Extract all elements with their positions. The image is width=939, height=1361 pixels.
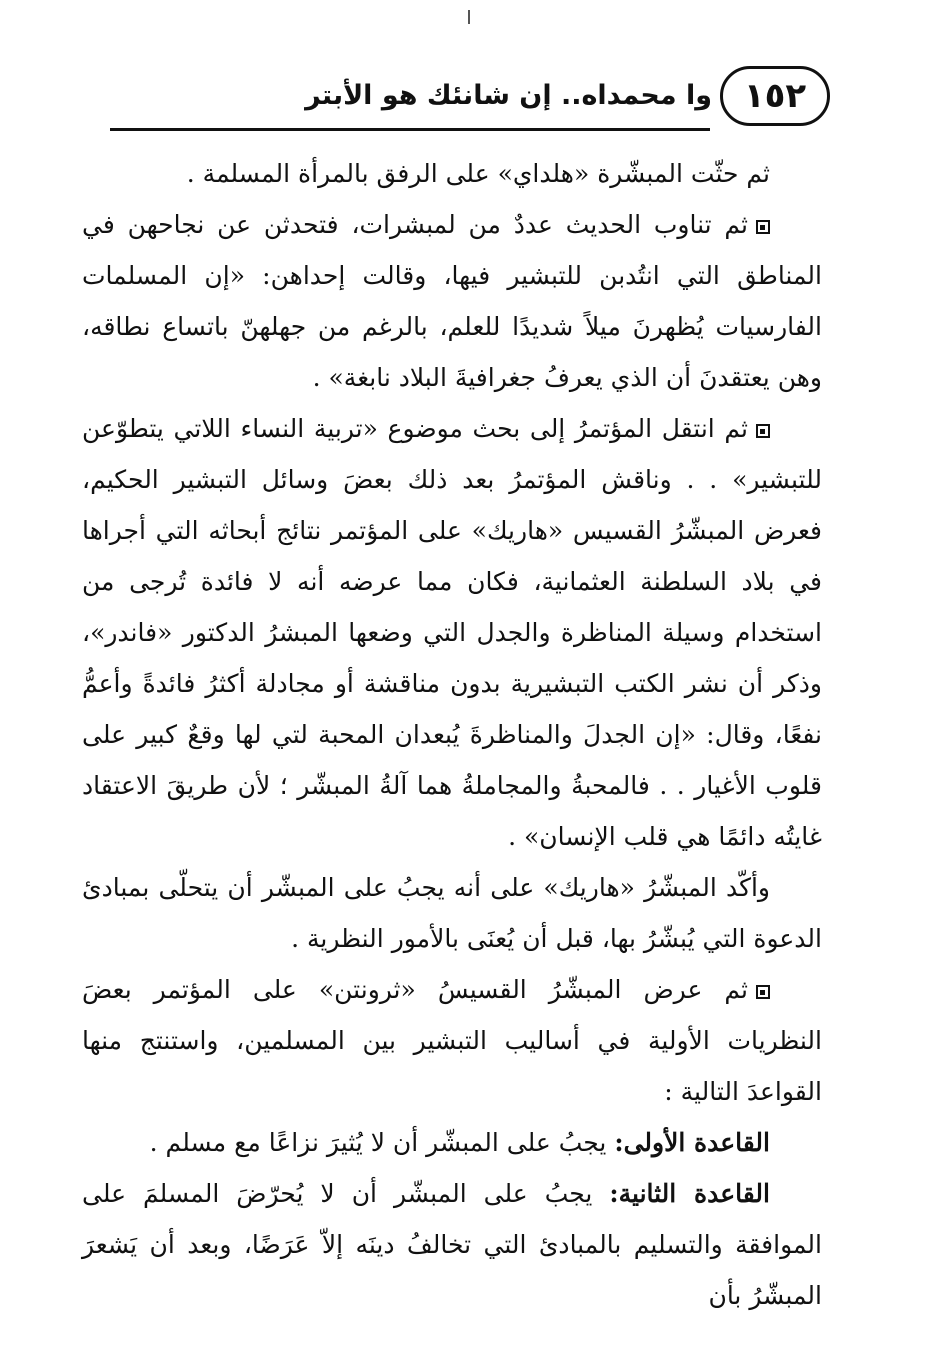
- page-number-badge: [720, 66, 830, 126]
- paragraph-text: ثم عرض المبشّرُ القسيسُ «ثرونتن» على المؤتمر بعضَ النظريات الأولية في أساليب التبشير بين المسلمين، واستنتج منها القواعدَ التالية :: [82, 975, 822, 1106]
- running-title: وا محمداه.. إن شانئك هو الأبتر: [305, 80, 712, 111]
- paragraph: [82, 199, 822, 403]
- paragraph-text: وأكّد المبشّرُ «هاريك» على أنه يجبُ على المبشّر أن يتحلّى بمبادئ الدعوة التي يُبشّرُ بها، قبل أن يُعنَى بالأمور النظرية .: [82, 873, 822, 953]
- rule-label: القاعدة الأولى:: [614, 1128, 770, 1157]
- page-header: [110, 66, 830, 132]
- square-bullet-icon: [756, 985, 770, 999]
- body-text: [82, 148, 822, 1321]
- rule-text: يجبُ على المبشّر أن لا يُحرّضَ المسلمَ على الموافقة والتسليم بالمبادئ التي تخالفُ دينَه إلاّ عَرَضًا، وبعد أن يَشعرَ المبشّرُ بأن: [82, 1179, 822, 1310]
- square-bullet-icon: [756, 424, 770, 438]
- header-divider: [110, 128, 710, 131]
- page-number: ١٥٢: [743, 76, 807, 116]
- paragraph-text: ثم انتقل المؤتمرُ إلى بحث موضوع «تربية النساء اللاتي يتطوّعن للتبشير» . . وناقش المؤتمرُ بعد ذلك بعضَ وسائل التبشير الحكيم، فعرض المبشّرُ القسيس «هاريك» على المؤتمر نتائج أبحاثه التي أجراها في بلاد السلطنة العثمانية، فكان مما عرضه أنه لا فائدة تُرجى من استخدام وسيلة المناظرة والجدل التي وضعها المبشرُ الدكتور «فاندر»، وذكر أن نشر الكتب التبشيرية بدون مناقشة أو مجادلة أكثرُ فائدةً وأعمُّ نفعًا، وقال: «إن الجدلَ والمناظرةَ يُبعدان المحبة لتي لها وقعٌ كبير على قلوب الأغيار . . فالمحبةُ والمجاملةُ هما آلةُ المبشّر ؛ لأن طريقَ الاعتقاد غايتُه دائمًا هي قلب الإنسان» .: [82, 414, 822, 851]
- paragraph-text: ثم تناوب الحديث عددٌ من لمبشرات، فتحدثن عن نجاحهن في المناطق التي انتُدبن للتبشير فيها، وقالت إحداهن: «إن المسلمات الفارسيات يُظهرنَ ميلاً شديدًا للعلم، بالرغم من جهلهنّ باتساع نطاقه، وهن يعتقدنَ أن الذي يعرفُ جغرافيةَ البلاد نابغة» .: [82, 210, 822, 392]
- paragraph-text: ثم حثّت المبشّرة «هلداي» على الرفق بالمرأة المسلمة .: [186, 159, 770, 188]
- paragraph: [82, 148, 822, 199]
- rule-paragraph: [82, 1168, 822, 1321]
- rule-text: يجبُ على المبشّر أن لا يُثيرَ نزاعًا مع مسلم .: [149, 1128, 607, 1157]
- square-bullet-icon: [756, 220, 770, 234]
- rule-paragraph: [82, 1117, 822, 1168]
- paragraph: [82, 964, 822, 1117]
- paragraph: [82, 862, 822, 964]
- paragraph: [82, 403, 822, 862]
- rule-label: القاعدة الثانية:: [609, 1179, 770, 1208]
- scan-mark: [468, 10, 470, 24]
